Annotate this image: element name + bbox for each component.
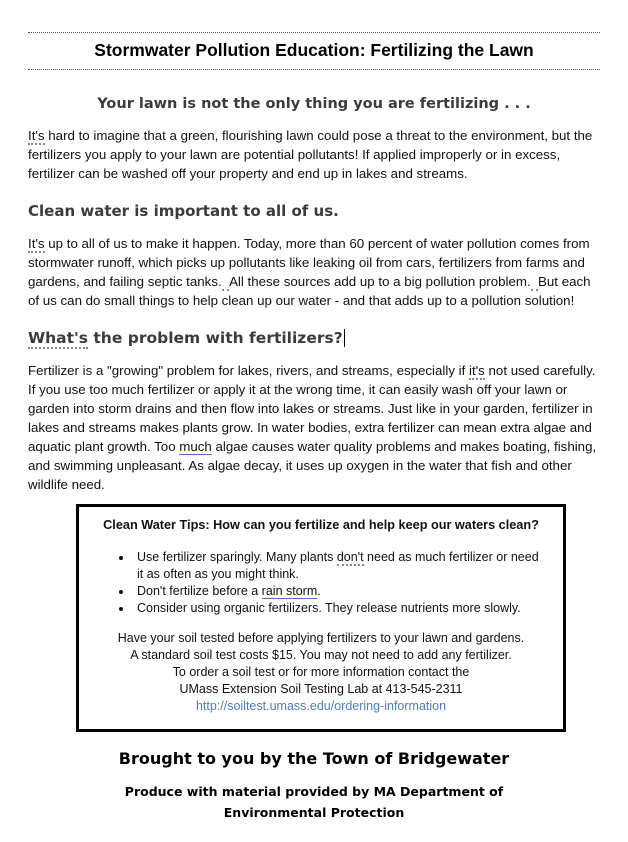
- tips-box-title: Clean Water Tips: How can you fertilize and help keep our waters clean?: [103, 518, 539, 532]
- tips-footer: [95, 630, 547, 715]
- tips-footer-line-4: UMass Extension Soil Testing Lab at 413-545-2311: [179, 682, 463, 696]
- text-run: .: [317, 584, 321, 598]
- grammar-marked-text: What's: [28, 329, 88, 347]
- text-run: the problem with fertilizers?: [87, 329, 343, 347]
- grammar-marked-text: it's: [469, 363, 485, 378]
- text-run: up to all of us to make it happen. Today, more than 60 percent of water pollution comes from stormwater runoff, which picks up pollutants like leaking oil from cars, fertilizers from farms and gardens, and failing septic tanks.: [28, 236, 590, 289]
- text-run: Don't fertilize before a: [137, 584, 262, 598]
- heading-fertilizer-problem[interactable]: [28, 329, 600, 347]
- tips-bullet-rain-storm[interactable]: [133, 583, 547, 600]
- grammar-marked-text: [222, 274, 229, 291]
- grammar-marked-text: It's: [28, 236, 45, 251]
- text-run: Use fertilizer sparingly. Many plants: [137, 550, 337, 564]
- clean-water-tips-box[interactable]: [76, 504, 566, 732]
- paragraph-clean-water[interactable]: [28, 234, 600, 310]
- text-run: need as much fertilizer or need it as often as you might think.: [137, 550, 539, 581]
- document-title[interactable]: Stormwater Pollution Education: Fertilizing the Lawn: [28, 32, 600, 70]
- text-run: hard to imagine that a green, flourishing lawn could pose a threat to the environment, but the fertilizers you apply to your lawn are potential pollutants! If applied improperly or in excess, fertilizer can be washed off your property and end up in lakes and streams.: [28, 128, 593, 181]
- grammar-marked-text: [531, 274, 538, 291]
- text-run: All these sources add up to a big pollution problem.: [229, 274, 531, 289]
- document-page[interactable]: [0, 32, 628, 842]
- heading-fertilizer-problem-text: [28, 329, 343, 349]
- paragraph-intro[interactable]: [28, 126, 600, 183]
- grammar-marked-text: It's: [28, 128, 45, 143]
- footer-credit[interactable]: [28, 781, 600, 823]
- grammar-marked-text: rain storm: [261, 584, 318, 598]
- text-run: Consider using organic fertilizers. They release nutrients more slowly.: [137, 601, 521, 615]
- heading-clean-water[interactable]: Clean water is important to all of us.: [28, 202, 339, 220]
- document-content: [0, 32, 628, 823]
- tips-bullet-list: [95, 549, 547, 617]
- text-caret: [344, 329, 346, 347]
- intro-heading[interactable]: Your lawn is not the only thing you are fertilizing . . .: [97, 96, 531, 112]
- footer-credit-line-2: Environmental Protection: [223, 805, 405, 820]
- soil-test-link[interactable]: http://soiltest.umass.edu/ordering-information: [195, 699, 447, 713]
- footer-brought-by[interactable]: Brought to you by the Town of Bridgewater: [118, 749, 510, 768]
- text-run: Fertilizer is a "growing" problem for lakes, rivers, and streams, especially if: [28, 363, 469, 378]
- tips-footer-line-1: Have your soil tested before applying fertilizers to your lawn and gardens.: [117, 631, 525, 645]
- tips-bullet-use-sparingly[interactable]: [133, 549, 547, 583]
- tips-bullet-organic[interactable]: [133, 600, 547, 617]
- footer-credit-line-1: Produce with material provided by MA Department of: [124, 784, 504, 799]
- grammar-marked-text: don't: [336, 550, 364, 564]
- grammar-marked-text: much: [179, 439, 212, 454]
- tips-footer-line-2: A standard soil test costs $15. You may not need to add any fertilizer.: [130, 648, 512, 662]
- text-run: not used carefully. If you use too much fertilizer or apply it at the wrong time, it can easily wash off your lawn or garden into storm drains and then flow into lakes or streams. Just like in your garden, fertilizer in lakes and streams makes plants grow. In water bodies, extra fertilizer can mean extra algae and aquatic plant growth. Too: [28, 363, 596, 454]
- tips-footer-line-3: To order a soil test or for more information contact the: [172, 665, 470, 679]
- text-run: But each of us can do small things to help clean up our water - and that adds up to a pollution solution!: [28, 274, 591, 308]
- text-run: algae causes water quality problems and makes boating, fishing, and swimming unpleasant. As algae decay, it uses up oxygen in the water that fish and other wildlife need.: [28, 439, 597, 492]
- paragraph-fertilizer-problem[interactable]: [28, 361, 600, 494]
